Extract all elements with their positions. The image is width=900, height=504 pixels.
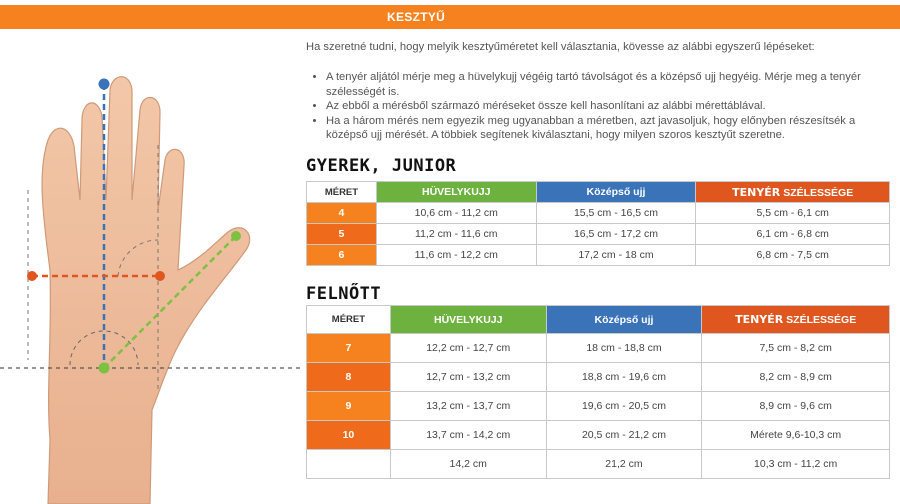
hand-measurement-illustration xyxy=(0,60,300,504)
table-row xyxy=(307,392,890,421)
header-palm-rest: SZÉLESSÉGE xyxy=(780,186,854,199)
thumb-cell: 11,6 cm - 12,2 cm xyxy=(376,245,536,266)
middle-cell: 17,2 cm - 18 cm xyxy=(536,245,696,266)
adult-section-title: FELNŐTT xyxy=(306,284,382,304)
middle-cell: 18,8 cm - 19,6 cm xyxy=(546,363,702,392)
table-row xyxy=(307,334,890,363)
instruction-item: • Az ebből a mérésből származó méréseket össze kell hasonlítani az alábbi mérettáblával. xyxy=(326,99,896,114)
table-header-row xyxy=(307,182,890,203)
palm-cell: 6,1 cm - 6,8 cm xyxy=(696,224,890,245)
header-palm-bold: TENYÉR xyxy=(735,313,784,326)
thumb-cell: 13,2 cm - 13,7 cm xyxy=(390,392,546,421)
header-palm-rest: SZÉLESSÉGE xyxy=(783,314,857,326)
instruction-list xyxy=(312,70,896,143)
header-palm-width xyxy=(702,306,890,334)
header-thumb: HÜVELYKUJJ xyxy=(390,306,546,334)
size-cell xyxy=(307,450,391,479)
size-cell: 4 xyxy=(307,203,377,224)
table-row xyxy=(307,203,890,224)
middle-cell: 19,6 cm - 20,5 cm xyxy=(546,392,702,421)
middle-cell: 20,5 cm - 21,2 cm xyxy=(546,421,702,450)
table-row xyxy=(307,421,890,450)
palm-cell: 10,3 cm - 11,2 cm xyxy=(702,450,890,479)
instruction-item: • Ha a három mérés nem egyezik meg ugyanabban a méretben, azt javasoljuk, hogy előnyben részesítsék a középső ujj mérését. A többiek segítenek kiválasztani, hogy milyen szoros kesztyűt szeretne. xyxy=(326,114,896,143)
hand-shape xyxy=(42,77,250,504)
instruction-item: • A tenyér aljától mérje meg a hüvelykujj végéig tartó távolságot és a középső ujj hegyéig. Mérje meg a tenyér szélességét is. xyxy=(326,70,896,99)
palm-cell: 5,5 cm - 6,1 cm xyxy=(696,203,890,224)
page-title: KESZTYŰ xyxy=(387,10,446,24)
palm-cell: 8,2 cm - 8,9 cm xyxy=(702,363,890,392)
intro-text: Ha szeretné tudni, hogy melyik kesztyűméretet kell választania, kövesse az alábbi egyszerű lépéseket: xyxy=(306,41,815,53)
size-cell: 9 xyxy=(307,392,391,421)
adult-size-table xyxy=(306,305,890,479)
middle-cell: 15,5 cm - 16,5 cm xyxy=(536,203,696,224)
header-thumb: HÜVELYKUJJ xyxy=(376,182,536,203)
thumb-cell: 12,7 cm - 13,2 cm xyxy=(390,363,546,392)
palm-cell: 6,8 cm - 7,5 cm xyxy=(696,245,890,266)
header-middle-finger: Középső ujj xyxy=(536,182,696,203)
size-cell: 7 xyxy=(307,334,391,363)
header-size: MÉRET xyxy=(307,306,391,334)
header-middle-finger: Középső ujj xyxy=(546,306,702,334)
header-palm-bold: TENYÉR xyxy=(732,185,781,199)
table-row xyxy=(307,224,890,245)
size-cell: 10 xyxy=(307,421,391,450)
header-bar xyxy=(0,5,900,29)
size-cell: 8 xyxy=(307,363,391,392)
thumb-cell: 11,2 cm - 11,6 cm xyxy=(376,224,536,245)
thumb-cell: 14,2 cm xyxy=(390,450,546,479)
table-row xyxy=(307,363,890,392)
thumb-cell: 12,2 cm - 12,7 cm xyxy=(390,334,546,363)
palm-cell: 8,9 cm - 9,6 cm xyxy=(702,392,890,421)
palm-cell: 7,5 cm - 8,2 cm xyxy=(702,334,890,363)
middle-cell: 18 cm - 18,8 cm xyxy=(546,334,702,363)
middle-cell: 16,5 cm - 17,2 cm xyxy=(536,224,696,245)
junior-section-title: GYEREK, JUNIOR xyxy=(306,156,457,176)
junior-size-table xyxy=(306,181,890,266)
palm-cell: Mérete 9,6-10,3 cm xyxy=(702,421,890,450)
header-size: MÉRET xyxy=(307,182,377,203)
table-row xyxy=(307,245,890,266)
thumb-cell: 10,6 cm - 11,2 cm xyxy=(376,203,536,224)
middle-cell: 21,2 cm xyxy=(546,450,702,479)
table-row xyxy=(307,450,890,479)
thumb-cell: 13,7 cm - 14,2 cm xyxy=(390,421,546,450)
header-palm-width xyxy=(696,182,890,203)
table-header-row xyxy=(307,306,890,334)
size-cell: 6 xyxy=(307,245,377,266)
size-cell: 5 xyxy=(307,224,377,245)
